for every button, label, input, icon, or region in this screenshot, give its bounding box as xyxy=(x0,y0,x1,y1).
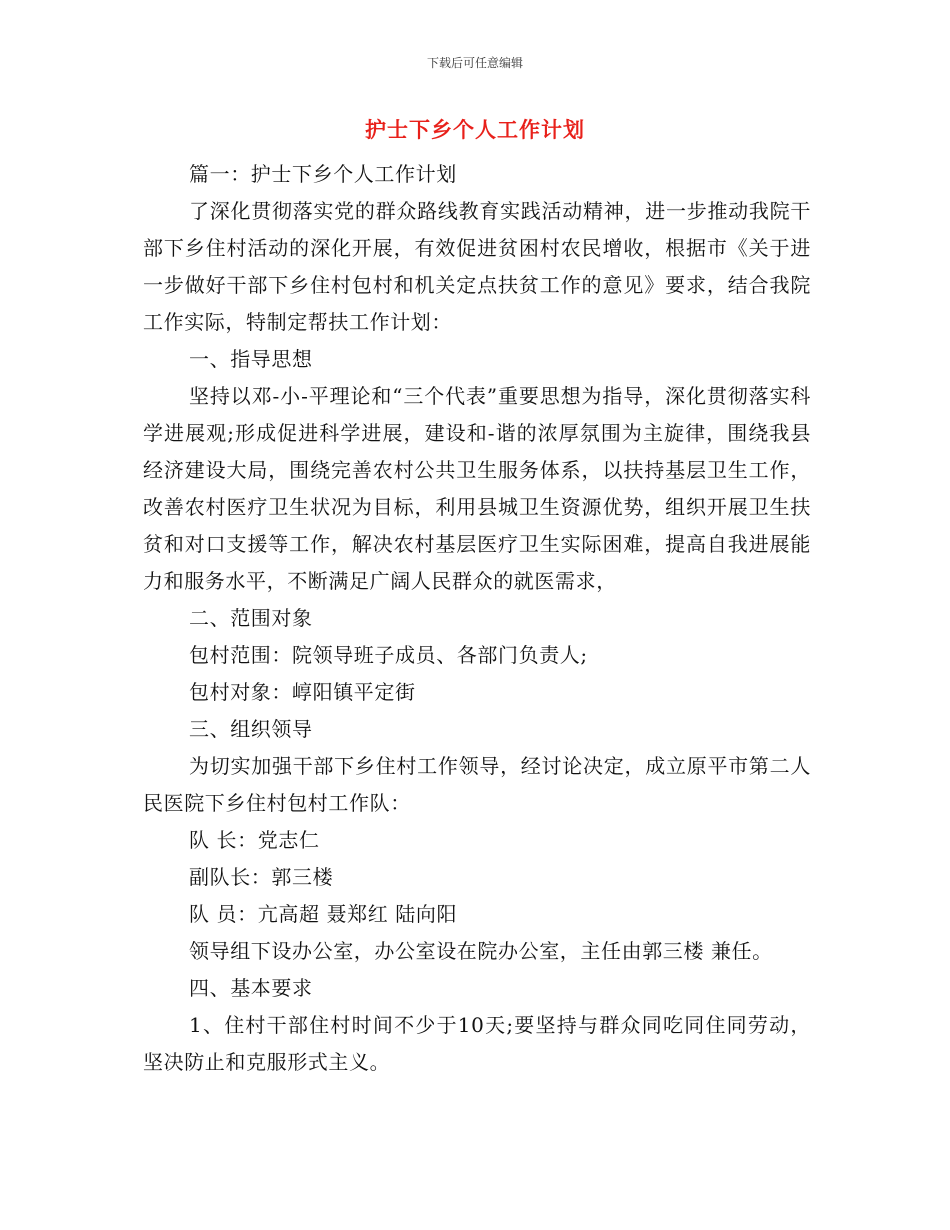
paragraph: 副队长：郭三楼 xyxy=(189,865,334,889)
paragraph: 队 长：党志仁 xyxy=(189,828,320,852)
section-heading: 四、基本要求 xyxy=(189,976,313,1000)
section-heading: 篇一：护士下乡个人工作计划 xyxy=(189,162,457,186)
paragraph: 包村范围：院领导班子成员、各部门负责人; xyxy=(189,643,588,667)
paragraph: 包村对象：崞阳镇平定街 xyxy=(189,680,416,704)
document-body xyxy=(143,156,811,1081)
paragraph: 了深化贯彻落实党的群众路线教育实践活动精神，进一步推动我院干部下乡住村活动的深化开展，有效促进贫困村农民增收，根据市《关于进一步做好干部下乡住村包村和机关定点扶贫工作的意见》要求，结合我院工作实际，特制定帮扶工作计划： xyxy=(143,199,811,334)
paragraph: 为切实加强干部下乡住村工作领导，经讨论决定，成立原平市第二人民医院下乡住村包村工作队： xyxy=(143,754,811,815)
paragraph: 坚持以邓-小-平理论和“三个代表”重要思想为指导，深化贯彻落实科学进展观;形成促进科学进展，建设和-谐的浓厚氛围为主旋律，围绕我县经济建设大局，围绕完善农村公共卫生服务体系，以扶持基层卫生工作，改善农村医疗卫生状况为目标，利用县城卫生资源优势，组织开展卫生扶贫和对口支援等工作，解决农村基层医疗卫生实际困难，提高自我进展能力和服务水平，不断满足广阔人民群众的就医需求， xyxy=(143,384,811,593)
paragraph: 队 员：亢高超 聂郑红 陆向阳 xyxy=(189,902,458,926)
document-title: 护士下乡个人工作计划 xyxy=(365,117,585,142)
paragraph: 领导组下设办公室，办公室设在院办公室，主任由郭三楼 兼任。 xyxy=(189,939,773,963)
section-heading: 二、范围对象 xyxy=(189,606,313,630)
page-header-note: 下载后可任意编辑 xyxy=(426,56,523,70)
section-heading: 三、组织领导 xyxy=(189,717,313,741)
paragraph: 1、住村干部住村时间不少于10天;要坚持与群众同吃同住同劳动，坚决防止和克服形式主义。 xyxy=(143,1013,811,1074)
section-heading: 一、指导思想 xyxy=(189,347,313,371)
